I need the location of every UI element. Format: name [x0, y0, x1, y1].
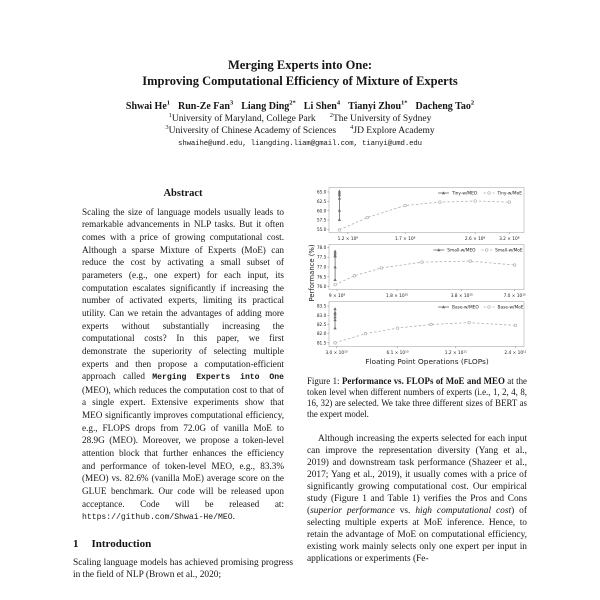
svg-text:Base-w/MoE: Base-w/MoE — [497, 305, 524, 310]
svg-text:7.0 × 10¹⁰: 7.0 × 10¹⁰ — [503, 293, 526, 299]
paper-header — [0, 0, 600, 148]
y-axis-label: Performance (%) — [308, 244, 316, 302]
title-line-2: Improving Computational Efficiency of Mixture of Experts — [142, 74, 458, 89]
svg-text:77.0: 77.0 — [316, 265, 327, 270]
figure-1 — [307, 185, 527, 420]
svg-text:78.0: 78.0 — [316, 245, 327, 251]
method-name-mono: Merging Experts into One — [152, 373, 284, 383]
abstract-text: Scaling the size of language models usually leads to remarkable advancements in NLP tasks. But it often comes with a price of growing computational cost. Although a sparse Mixture of Experts (MoE) can reduce the cost by activating a small subset of parameters (e.g., one expert) for each input, its computation escalates significantly if increasing the number of activated experts, limiting its practical utility. Can we retain the advantages of adding more experts without substantially increasing the computational costs? In this paper, we first demonstrate the superiority of selecting multiple experts and then propose a computation-efficient approach called Merging Experts into One (MEO), which reduces the computation cost to that of a single expert. Extensive experiments show that MEO significantly improves computational efficiency, e.g., FLOPS drops from 72.0G of vanilla MoE to 28.9G (MEO). Moreover, we propose a token-level attention block that further enhances the efficiency and performance of token-level MEO, e.g., 83.3% (MEO) vs. 82.6% (vanilla MoE) average score on the GLUE benchmark. Our code will be released upon acceptance. Code will be released at: https://github.com/Shwai-He/MEO. — [82, 206, 284, 523]
author: Shwai He$^1$ — [125, 99, 171, 112]
svg-text:82.5: 82.5 — [316, 322, 327, 328]
svg-text:57.5: 57.5 — [316, 218, 327, 224]
figure-1-charts — [307, 185, 527, 366]
affiliation-line-2: $^3$University of Chinese Academy of Sciences $^4$JD Explore Academy — [165, 123, 435, 136]
author-list — [0, 101, 600, 112]
right-column — [307, 185, 527, 581]
svg-text:2.6 × 10⁸: 2.6 × 10⁸ — [464, 236, 486, 242]
abstract-heading: Abstract — [163, 187, 203, 199]
svg-text:Base-w/MEO: Base-w/MEO — [452, 305, 479, 310]
section-heading-introduction: 1 Introduction — [73, 537, 152, 550]
svg-text:Small-w/MEO: Small-w/MEO — [447, 248, 476, 253]
paper-title — [0, 57, 600, 90]
author: Liang Ding$^{2*}$ — [241, 99, 296, 112]
svg-text:55.0: 55.0 — [316, 227, 327, 233]
svg-text:76.0: 76.0 — [316, 284, 327, 290]
svg-text:3.2 × 10⁸: 3.2 × 10⁸ — [499, 236, 520, 242]
svg-text:2.4 × 10¹¹: 2.4 × 10¹¹ — [504, 350, 527, 356]
svg-text:1.2 × 10⁸: 1.2 × 10⁸ — [337, 236, 359, 242]
chart-small — [307, 242, 527, 299]
svg-text:Small-w/MoE: Small-w/MoE — [495, 248, 523, 253]
svg-text:76.5: 76.5 — [316, 274, 327, 280]
email-line: shwaihe@umd.edu, liangding.liam@gmail.com, tianyi@umd.edu — [178, 139, 422, 148]
svg-text:83.5: 83.5 — [316, 304, 327, 310]
two-column-body — [73, 185, 527, 581]
body-paragraph: Although increasing the experts selected for each input can improve the representation diversity (Yang et al., 2019) and downstream task performance (Shazeer et al., 2017; Yang et al., 2019), it usually comes with a price of significantly growing computational cost. Our empirical study (Figure 1 and Table 1) verifies the Pros and Cons (superior performance vs. high computational cost) of selecting multiple experts at MoE inference. Hence, to retain the advantage of MoE on computational efficiency, existing work mainly selects only one expert per input in applications or experiments (Fe- — [307, 433, 527, 564]
svg-text:Tiny-w/MoE: Tiny-w/MoE — [497, 191, 522, 196]
svg-text:Tiny-w/MEO: Tiny-w/MEO — [452, 191, 478, 196]
svg-text:6.1 × 10¹⁰: 6.1 × 10¹⁰ — [386, 350, 409, 356]
svg-text:3.8 × 10¹⁰: 3.8 × 10¹⁰ — [450, 293, 473, 299]
author: Tianyi Zhou$^{1*}$ — [348, 99, 408, 112]
title-line-1: Merging Experts into One: — [227, 58, 373, 72]
svg-text:1.8 × 10¹⁰: 1.8 × 10¹⁰ — [386, 293, 409, 299]
figure-1-caption: Figure 1: Performance vs. FLOPs of MoE and MEO at the token level when different numbers of experts (i.e., 1, 2, 4, 8, 16, 32) are selected. We take three different sizes of BERT as the expert model. — [307, 375, 527, 419]
author: Run-Ze Fan$^3$ — [178, 99, 234, 112]
svg-text:83.0: 83.0 — [316, 313, 327, 319]
svg-text:9 × 10⁹: 9 × 10⁹ — [328, 293, 346, 299]
chart-base — [307, 299, 527, 356]
x-axis-label: Floating Point Operations (FLOPs) — [365, 356, 489, 366]
svg-text:60.0: 60.0 — [316, 208, 327, 214]
intro-paragraph: Scaling language models has achieved promising progress in the field of NLP (Brown et al., 2020; — [73, 557, 293, 580]
svg-text:1.2 × 10¹¹: 1.2 × 10¹¹ — [444, 350, 467, 356]
author: Dacheng Tao$^2$ — [415, 99, 475, 112]
svg-text:82.0: 82.0 — [316, 331, 327, 337]
author: Li Shen$^4$ — [303, 99, 341, 112]
svg-text:77.5: 77.5 — [316, 255, 327, 261]
svg-text:62.5: 62.5 — [316, 199, 327, 205]
left-column — [73, 185, 293, 581]
chart-tiny — [307, 185, 527, 242]
svg-text:1.7 × 10⁸: 1.7 × 10⁸ — [394, 236, 416, 242]
affiliation-line-1: $^1$University of Maryland, College Park $^2$The University of Sydney — [168, 111, 432, 124]
github-link[interactable]: https://github.com/Shwai-He/MEO — [82, 513, 233, 523]
svg-text:81.5: 81.5 — [316, 340, 327, 346]
svg-text:3.0 × 10¹⁰: 3.0 × 10¹⁰ — [325, 350, 348, 356]
svg-text:65.0: 65.0 — [316, 190, 327, 195]
